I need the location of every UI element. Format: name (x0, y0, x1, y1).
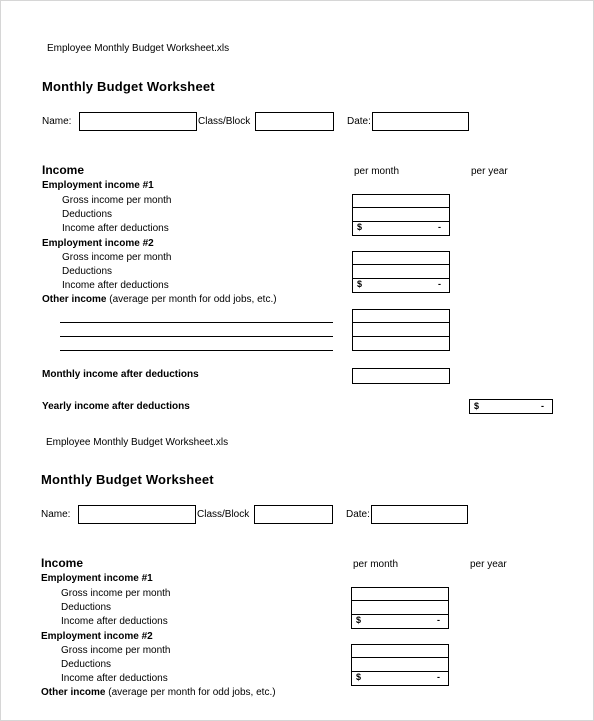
gross-income-label: Gross income per month (61, 645, 171, 656)
per-year-header: per year (471, 166, 508, 177)
gross-income-label: Gross income per month (61, 588, 171, 599)
class-block-field[interactable] (254, 505, 333, 524)
income-after-deductions-label: Income after deductions (61, 616, 168, 627)
worksheet-title: Monthly Budget Worksheet (41, 472, 214, 487)
other-income-cell[interactable] (352, 309, 450, 323)
employment-income-2-cells (352, 251, 450, 293)
other-income-cell[interactable] (352, 323, 450, 337)
value-dash: - (438, 279, 441, 289)
gross-income-cell[interactable] (352, 194, 450, 208)
yearly-income-after-label: Yearly income after deductions (42, 401, 190, 412)
currency-symbol: $ (474, 401, 480, 411)
deductions-cell[interactable] (351, 601, 449, 615)
name-label: Name: (42, 116, 72, 127)
date-field[interactable] (372, 112, 469, 131)
date-field[interactable] (371, 505, 468, 524)
deductions-cell[interactable] (352, 265, 450, 279)
income-after-deductions-label: Income after deductions (62, 280, 169, 291)
worksheet-title: Monthly Budget Worksheet (42, 79, 215, 94)
employment-income-2-label: Employment income #2 (42, 238, 154, 249)
gross-income-label: Gross income per month (62, 195, 172, 206)
other-income-line[interactable] (60, 336, 333, 337)
deductions-label: Deductions (62, 209, 113, 220)
currency-symbol: $ (356, 672, 362, 682)
income-heading: Income (41, 556, 84, 570)
value-dash: - (437, 672, 440, 682)
value-dash: - (541, 401, 544, 411)
currency-symbol: $ (357, 222, 363, 232)
deductions-label: Deductions (61, 659, 112, 670)
gross-income-cell[interactable] (351, 644, 449, 658)
per-month-header: per month (354, 166, 400, 177)
class-block-label: Class/Block (198, 116, 251, 127)
currency-symbol: $ (356, 615, 362, 625)
name-field[interactable] (79, 112, 197, 131)
deductions-label: Deductions (61, 602, 112, 613)
employment-income-1-label: Employment income #1 (42, 180, 154, 191)
monthly-income-after-label: Monthly income after deductions (42, 369, 199, 380)
date-label: Date: (346, 509, 370, 520)
value-dash: - (438, 222, 441, 232)
employment-income-1-cells (351, 587, 449, 629)
deductions-cell[interactable] (352, 208, 450, 222)
currency-symbol: $ (357, 279, 363, 289)
income-after-deductions-label: Income after deductions (61, 673, 168, 684)
file-name: Employee Monthly Budget Worksheet.xls (47, 43, 230, 54)
gross-income-label: Gross income per month (62, 252, 172, 263)
monthly-income-after-cell[interactable] (352, 368, 450, 384)
other-income-line[interactable] (60, 350, 333, 351)
yearly-income-after-cell[interactable] (469, 399, 553, 414)
income-heading: Income (42, 163, 85, 177)
deductions-label: Deductions (62, 266, 113, 277)
file-name: Employee Monthly Budget Worksheet.xls (46, 437, 229, 448)
income-after-deductions-cell[interactable] (351, 672, 449, 686)
class-block-field[interactable] (255, 112, 334, 131)
per-month-header: per month (353, 559, 399, 570)
value-dash: - (437, 615, 440, 625)
employment-income-2-label: Employment income #2 (41, 631, 153, 642)
other-income-title: Other income (41, 687, 106, 698)
date-label: Date: (347, 116, 371, 127)
income-after-deductions-cell[interactable] (352, 222, 450, 236)
gross-income-cell[interactable] (352, 251, 450, 265)
other-income-label (42, 294, 277, 305)
other-income-note: (average per month for odd jobs, etc.) (108, 687, 276, 698)
employment-income-2-cells (351, 644, 449, 686)
income-after-deductions-label: Income after deductions (62, 223, 169, 234)
per-year-header: per year (470, 559, 507, 570)
income-after-deductions-cell[interactable] (351, 615, 449, 629)
employment-income-1-label: Employment income #1 (41, 573, 153, 584)
other-income-note: (average per month for odd jobs, etc.) (109, 294, 277, 305)
income-after-deductions-cell[interactable] (352, 279, 450, 293)
other-income-label (41, 687, 276, 698)
gross-income-cell[interactable] (351, 587, 449, 601)
class-block-label: Class/Block (197, 509, 250, 520)
other-income-line[interactable] (60, 322, 333, 323)
other-income-title: Other income (42, 294, 107, 305)
other-income-cell[interactable] (352, 337, 450, 351)
name-field[interactable] (78, 505, 196, 524)
deductions-cell[interactable] (351, 658, 449, 672)
other-income-cells (352, 309, 450, 351)
name-label: Name: (41, 509, 71, 520)
employment-income-1-cells (352, 194, 450, 236)
